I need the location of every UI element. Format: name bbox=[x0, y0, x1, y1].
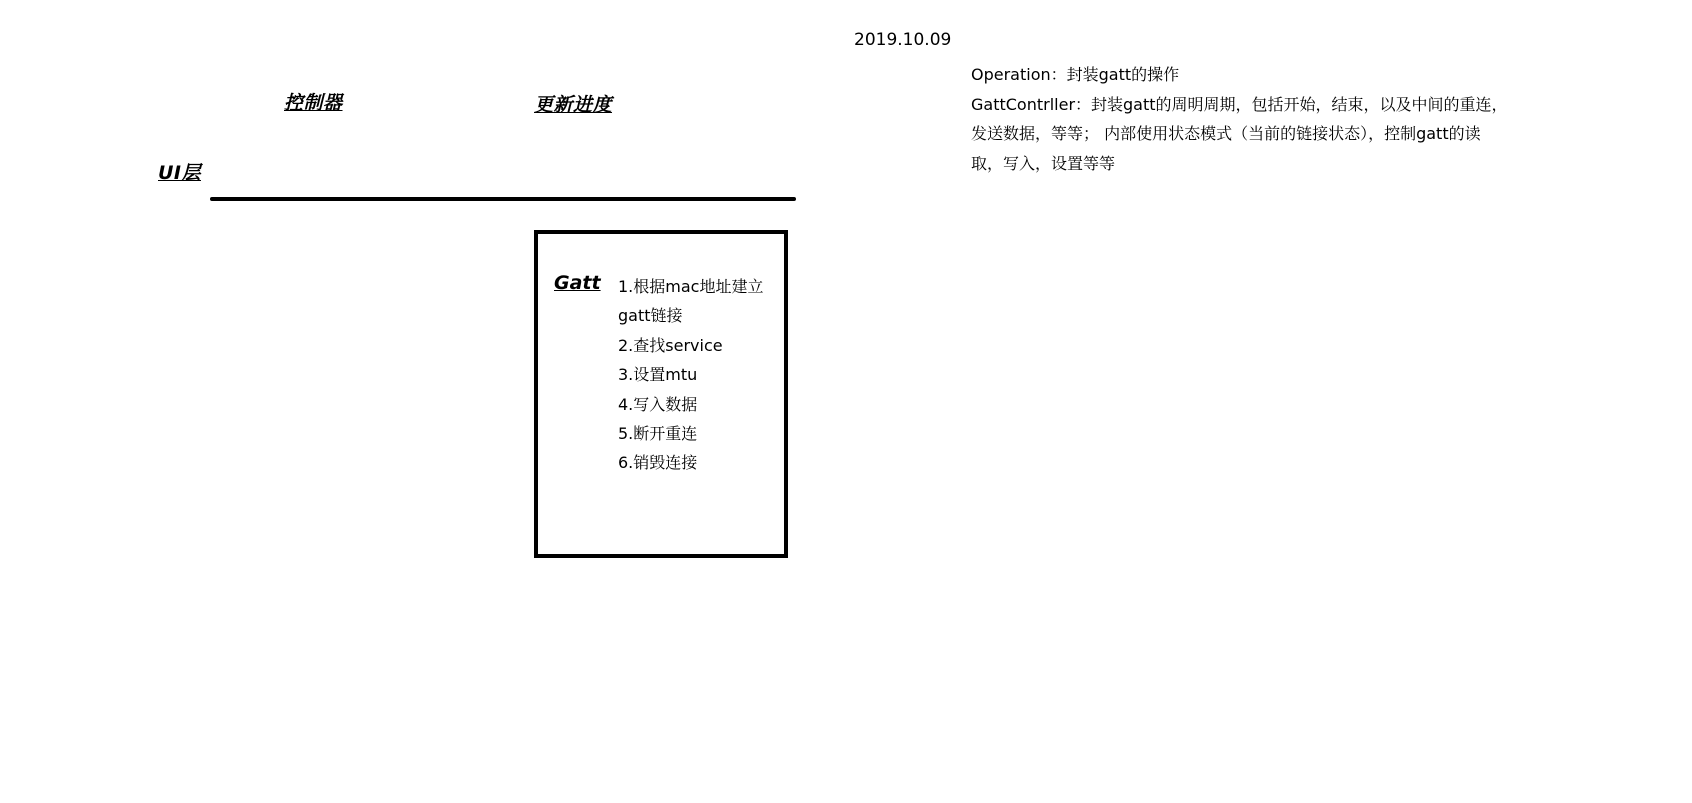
notes-block bbox=[971, 60, 1511, 178]
gatt-step: 1.根据mac地址建立 bbox=[618, 277, 764, 296]
ui-layer-heading: UI层 bbox=[158, 162, 201, 184]
gatt-controller-note: GattContrller：封装gatt的周明周期，包括开始，结束，以及中间的重连，发送数据，等等； 内部使用状态模式（当前的链接状态），控制gatt的读取，写入，设置等等 bbox=[971, 94, 1508, 173]
gatt-box bbox=[534, 230, 788, 558]
date-label: 2019.10.09 bbox=[854, 30, 952, 50]
operation-note: Operation：封装gatt的操作 bbox=[971, 65, 1180, 84]
progress-heading: 更新进度 bbox=[534, 94, 613, 116]
gatt-step: 4.写入数据 bbox=[618, 394, 698, 414]
gatt-step: 6.销毁连接 bbox=[618, 453, 698, 473]
gatt-step: 5.断开重连 bbox=[618, 424, 698, 444]
gatt-step: gatt链接 bbox=[618, 306, 683, 326]
gatt-step: 3.设置mtu bbox=[618, 365, 698, 385]
gatt-step: 2.查找service bbox=[618, 335, 723, 355]
controller-heading: 控制器 bbox=[284, 92, 343, 114]
gatt-title: Gatt bbox=[554, 272, 601, 294]
gatt-steps-list bbox=[618, 272, 788, 478]
ui-layer-divider-line bbox=[210, 197, 796, 201]
